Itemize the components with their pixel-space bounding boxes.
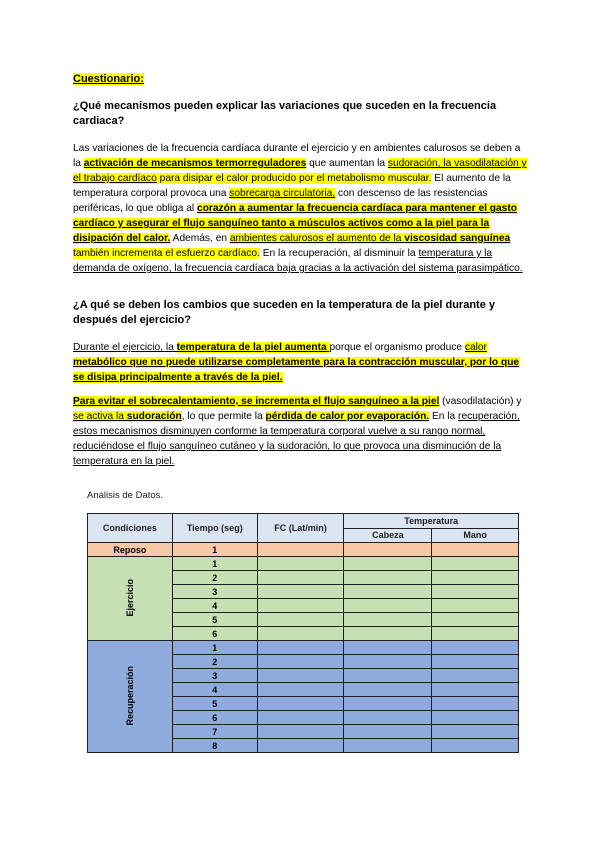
fc-cell[interactable] — [257, 725, 344, 739]
time-cell: 6 — [172, 627, 257, 641]
question-2: ¿A qué se deben los cambios que suceden en la temperatura de la piel durante y después del ejercicio? — [73, 299, 495, 326]
cabeza-cell[interactable] — [344, 739, 432, 753]
fc-cell[interactable] — [257, 571, 344, 585]
condition-recuperacion: Recuperación — [88, 641, 173, 753]
mano-cell[interactable] — [432, 641, 519, 655]
mano-cell[interactable] — [432, 613, 519, 627]
fc-cell[interactable] — [257, 697, 344, 711]
cabeza-cell[interactable] — [344, 571, 432, 585]
mano-cell[interactable] — [432, 711, 519, 725]
mano-cell[interactable] — [432, 655, 519, 669]
mano-cell[interactable] — [432, 725, 519, 739]
cabeza-cell[interactable] — [344, 725, 432, 739]
time-cell: 7 — [172, 725, 257, 739]
table-row — [88, 557, 519, 571]
mano-cell[interactable] — [432, 739, 519, 753]
time-cell: 1 — [172, 641, 257, 655]
mano-cell[interactable] — [432, 683, 519, 697]
answer-3-paragraph: Para evitar el sobrecalentamiento, se incrementa el flujo sanguíneo a la piel (vasodilatación) y se activa la sudoración, lo que permite la pérdida de calor por evaporación. En la recuperación, estos mecanismos disminuyen conforme la temperatura corporal vuelve a su rango normal, reduciéndose el flujo sanguíneo cutáneo y la sudoración, lo que provoca una disminución de la temperatura en la piel. — [73, 396, 522, 467]
fc-cell[interactable] — [257, 739, 344, 753]
time-cell: 5 — [172, 697, 257, 711]
fc-cell[interactable] — [257, 599, 344, 613]
table-row — [88, 641, 519, 655]
mano-cell[interactable] — [432, 543, 519, 557]
table-caption: Análisis de Datos. — [87, 490, 164, 501]
cabeza-cell[interactable] — [344, 585, 432, 599]
table-row-reposo — [88, 543, 519, 557]
time-cell: 4 — [172, 683, 257, 697]
mano-cell[interactable] — [432, 697, 519, 711]
cabeza-cell[interactable] — [344, 613, 432, 627]
header-temperatura: Temperatura — [344, 514, 519, 529]
cabeza-cell[interactable] — [344, 557, 432, 571]
condition-reposo: Reposo — [88, 543, 173, 557]
time-cell: 3 — [172, 669, 257, 683]
answer-1-paragraph: Las variaciones de la frecuencia cardíaca durante el ejercicio y en ambientes calurosos se deben a la activación de mecanismos termorreguladores que aumentan la sudoración, la vasodilatación y el trabajo cardíaco para disipar el calor producido por el metabolismo muscular. El aumento de la temperatura corporal provoca una sobrecarga circulatoria, con descenso de las resistencias periféricas, lo que obliga al corazón a aumentar la frecuencia cardíaca para mantener el gasto cardíaco y asegurar el flujo sanguíneo tanto a músculos activos como a la piel para la disipación del calor. Además, en ambientes calurosos el aumento de la viscosidad sanguínea también incrementa el esfuerzo cardíaco. En la recuperación, al disminuir la temperatura y la demanda de oxígeno, la frecuencia cardíaca baja gracias a la activación del sistema parasimpático. — [73, 143, 527, 274]
mano-cell[interactable] — [432, 627, 519, 641]
mano-cell[interactable] — [432, 585, 519, 599]
question-1: ¿Qué mecanismos pueden explicar las variaciones que suceden en la frecuencia cardiaca? — [73, 100, 497, 127]
time-cell: 1 — [172, 543, 257, 557]
header-tiempo: Tiempo (seg) — [172, 514, 257, 543]
fc-cell[interactable] — [257, 543, 344, 557]
mano-cell[interactable] — [432, 669, 519, 683]
header-mano: Mano — [432, 528, 519, 543]
cabeza-cell[interactable] — [344, 543, 432, 557]
time-cell: 2 — [172, 571, 257, 585]
fc-cell[interactable] — [257, 641, 344, 655]
fc-cell[interactable] — [257, 669, 344, 683]
fc-cell[interactable] — [257, 627, 344, 641]
time-cell: 6 — [172, 711, 257, 725]
time-cell: 2 — [172, 655, 257, 669]
cabeza-cell[interactable] — [344, 697, 432, 711]
section-title — [73, 73, 144, 85]
cabeza-cell[interactable] — [344, 655, 432, 669]
time-cell: 4 — [172, 599, 257, 613]
data-analysis-table — [87, 513, 519, 753]
mano-cell[interactable] — [432, 599, 519, 613]
cabeza-cell[interactable] — [344, 641, 432, 655]
mano-cell[interactable] — [432, 571, 519, 585]
condition-ejercicio: Ejercicio — [88, 557, 173, 641]
fc-cell[interactable] — [257, 613, 344, 627]
cabeza-cell[interactable] — [344, 599, 432, 613]
fc-cell[interactable] — [257, 683, 344, 697]
header-condiciones: Condiciones — [88, 514, 173, 543]
time-cell: 3 — [172, 585, 257, 599]
answer-2-paragraph: Durante el ejercicio, la temperatura de la piel aumenta porque el organismo produce calor metabólico que no puede utilizarse completamente para la contracción muscular, por lo que se disipa principalmente a través de la piel. — [73, 342, 520, 383]
header-fc: FC (Lat/min) — [257, 514, 344, 543]
cabeza-cell[interactable] — [344, 711, 432, 725]
time-cell: 8 — [172, 739, 257, 753]
time-cell: 5 — [172, 613, 257, 627]
fc-cell[interactable] — [257, 655, 344, 669]
cabeza-cell[interactable] — [344, 669, 432, 683]
section-title-text: Cuestionario: — [73, 73, 144, 85]
mano-cell[interactable] — [432, 557, 519, 571]
cabeza-cell[interactable] — [344, 683, 432, 697]
fc-cell[interactable] — [257, 585, 344, 599]
time-cell: 1 — [172, 557, 257, 571]
header-cabeza: Cabeza — [344, 528, 432, 543]
fc-cell[interactable] — [257, 711, 344, 725]
fc-cell[interactable] — [257, 557, 344, 571]
cabeza-cell[interactable] — [344, 627, 432, 641]
